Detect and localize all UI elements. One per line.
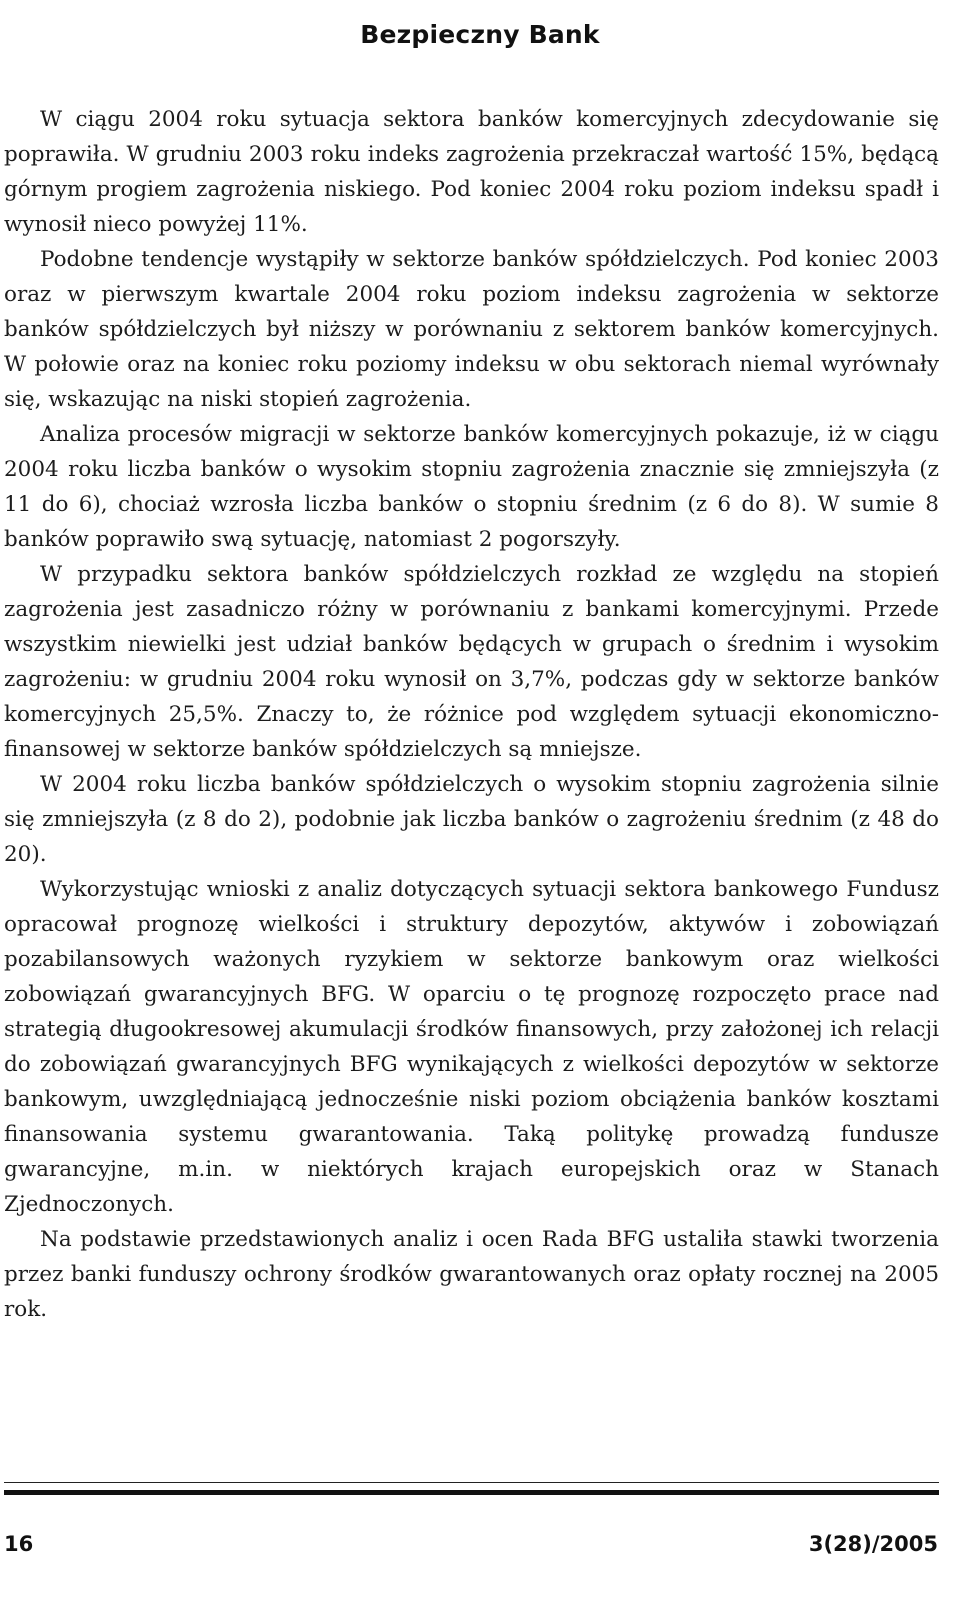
paragraph: W ciągu 2004 roku sytuacja sektora banków komercyjnych zdecydowanie się poprawiła. W grudniu 2003 roku indeks zagrożenia przekraczał wartość 15%, będącą górnym progiem zagrożenia niskiego. Pod koniec 2004 roku poziom indeksu spadł i wynosił nieco powyżej 11%. [4,107,939,237]
page-number: 16 [4,1532,34,1556]
paragraph: Podobne tendencje wystąpiły w sektorze banków spółdzielczych. Pod koniec 2003 oraz w pierwszym kwartale 2004 roku poziom indeksu zagrożenia w sektorze banków spółdzielczych był niższy w porównaniu z sektorem banków komercyjnych. W połowie oraz na koniec roku poziomy indeksu w obu sektorach niemal wyrównały się, wskazując na niski stopień zagrożenia. [4,247,939,412]
article-body [4,102,939,1327]
footer-divider-thin [4,1482,939,1483]
journal-title: Bezpieczny Bank [360,20,600,49]
paragraph: Wykorzystując wnioski z analiz dotyczących sytuacji sektora bankowego Fundusz opracował prognozę wielkości i struktury depozytów, aktywów i zobowiązań pozabilansowych ważonych ryzykiem w sektorze bankowym oraz wielkości zobowiązań gwarancyjnych BFG. W oparciu o tę prognozę rozpoczęto prace nad strategią długookresowej akumulacji środków finansowych, przy założonej ich relacji do zobowiązań gwarancyjnych BFG wynikających z wielkości depozytów w sektorze bankowym, uwzględniającą jednocześnie niski poziom obciążenia banków kosztami finansowania systemu gwarantowania. Taką politykę prowadzą fundusze gwarancyjne, m.in. w niektórych krajach europejskich oraz w Stanach Zjednoczonych. [4,877,939,1217]
issue-number: 3(28)/2005 [808,1532,938,1556]
paragraph: W 2004 roku liczba banków spółdzielczych o wysokim stopniu zagrożenia silnie się zmniejszyła (z 8 do 2), podobnie jak liczba banków o zagrożeniu średnim (z 48 do 20). [4,772,939,867]
footer-divider-thick [4,1490,939,1495]
paragraph: Analiza procesów migracji w sektorze banków komercyjnych pokazuje, iż w ciągu 2004 roku liczba banków o wysokim stopniu zagrożenia znacznie się zmniejszyła (z 11 do 6), chociaż wzrosła liczba banków o stopniu średnim (z 6 do 8). W sumie 8 banków poprawiło swą sytuację, natomiast 2 pogorszyły. [4,422,939,552]
paragraph: Na podstawie przedstawionych analiz i ocen Rada BFG ustaliła stawki tworzenia przez banki funduszy ochrony środków gwarantowanych oraz opłaty rocznej na 2005 rok. [4,1227,939,1322]
paragraph: W przypadku sektora banków spółdzielczych rozkład ze względu na stopień zagrożenia jest zasadniczo różny w porównaniu z bankami komercyjnymi. Przede wszystkim niewielki jest udział banków będących w grupach o średnim i wysokim zagrożeniu: w grudniu 2004 roku wynosił on 3,7%, podczas gdy w sektorze banków komercyjnych 25,5%. Znaczy to, że różnice pod względem sytuacji ekonomiczno-finansowej w sektorze banków spółdzielczych są mniejsze. [4,562,939,762]
running-header [0,20,960,49]
